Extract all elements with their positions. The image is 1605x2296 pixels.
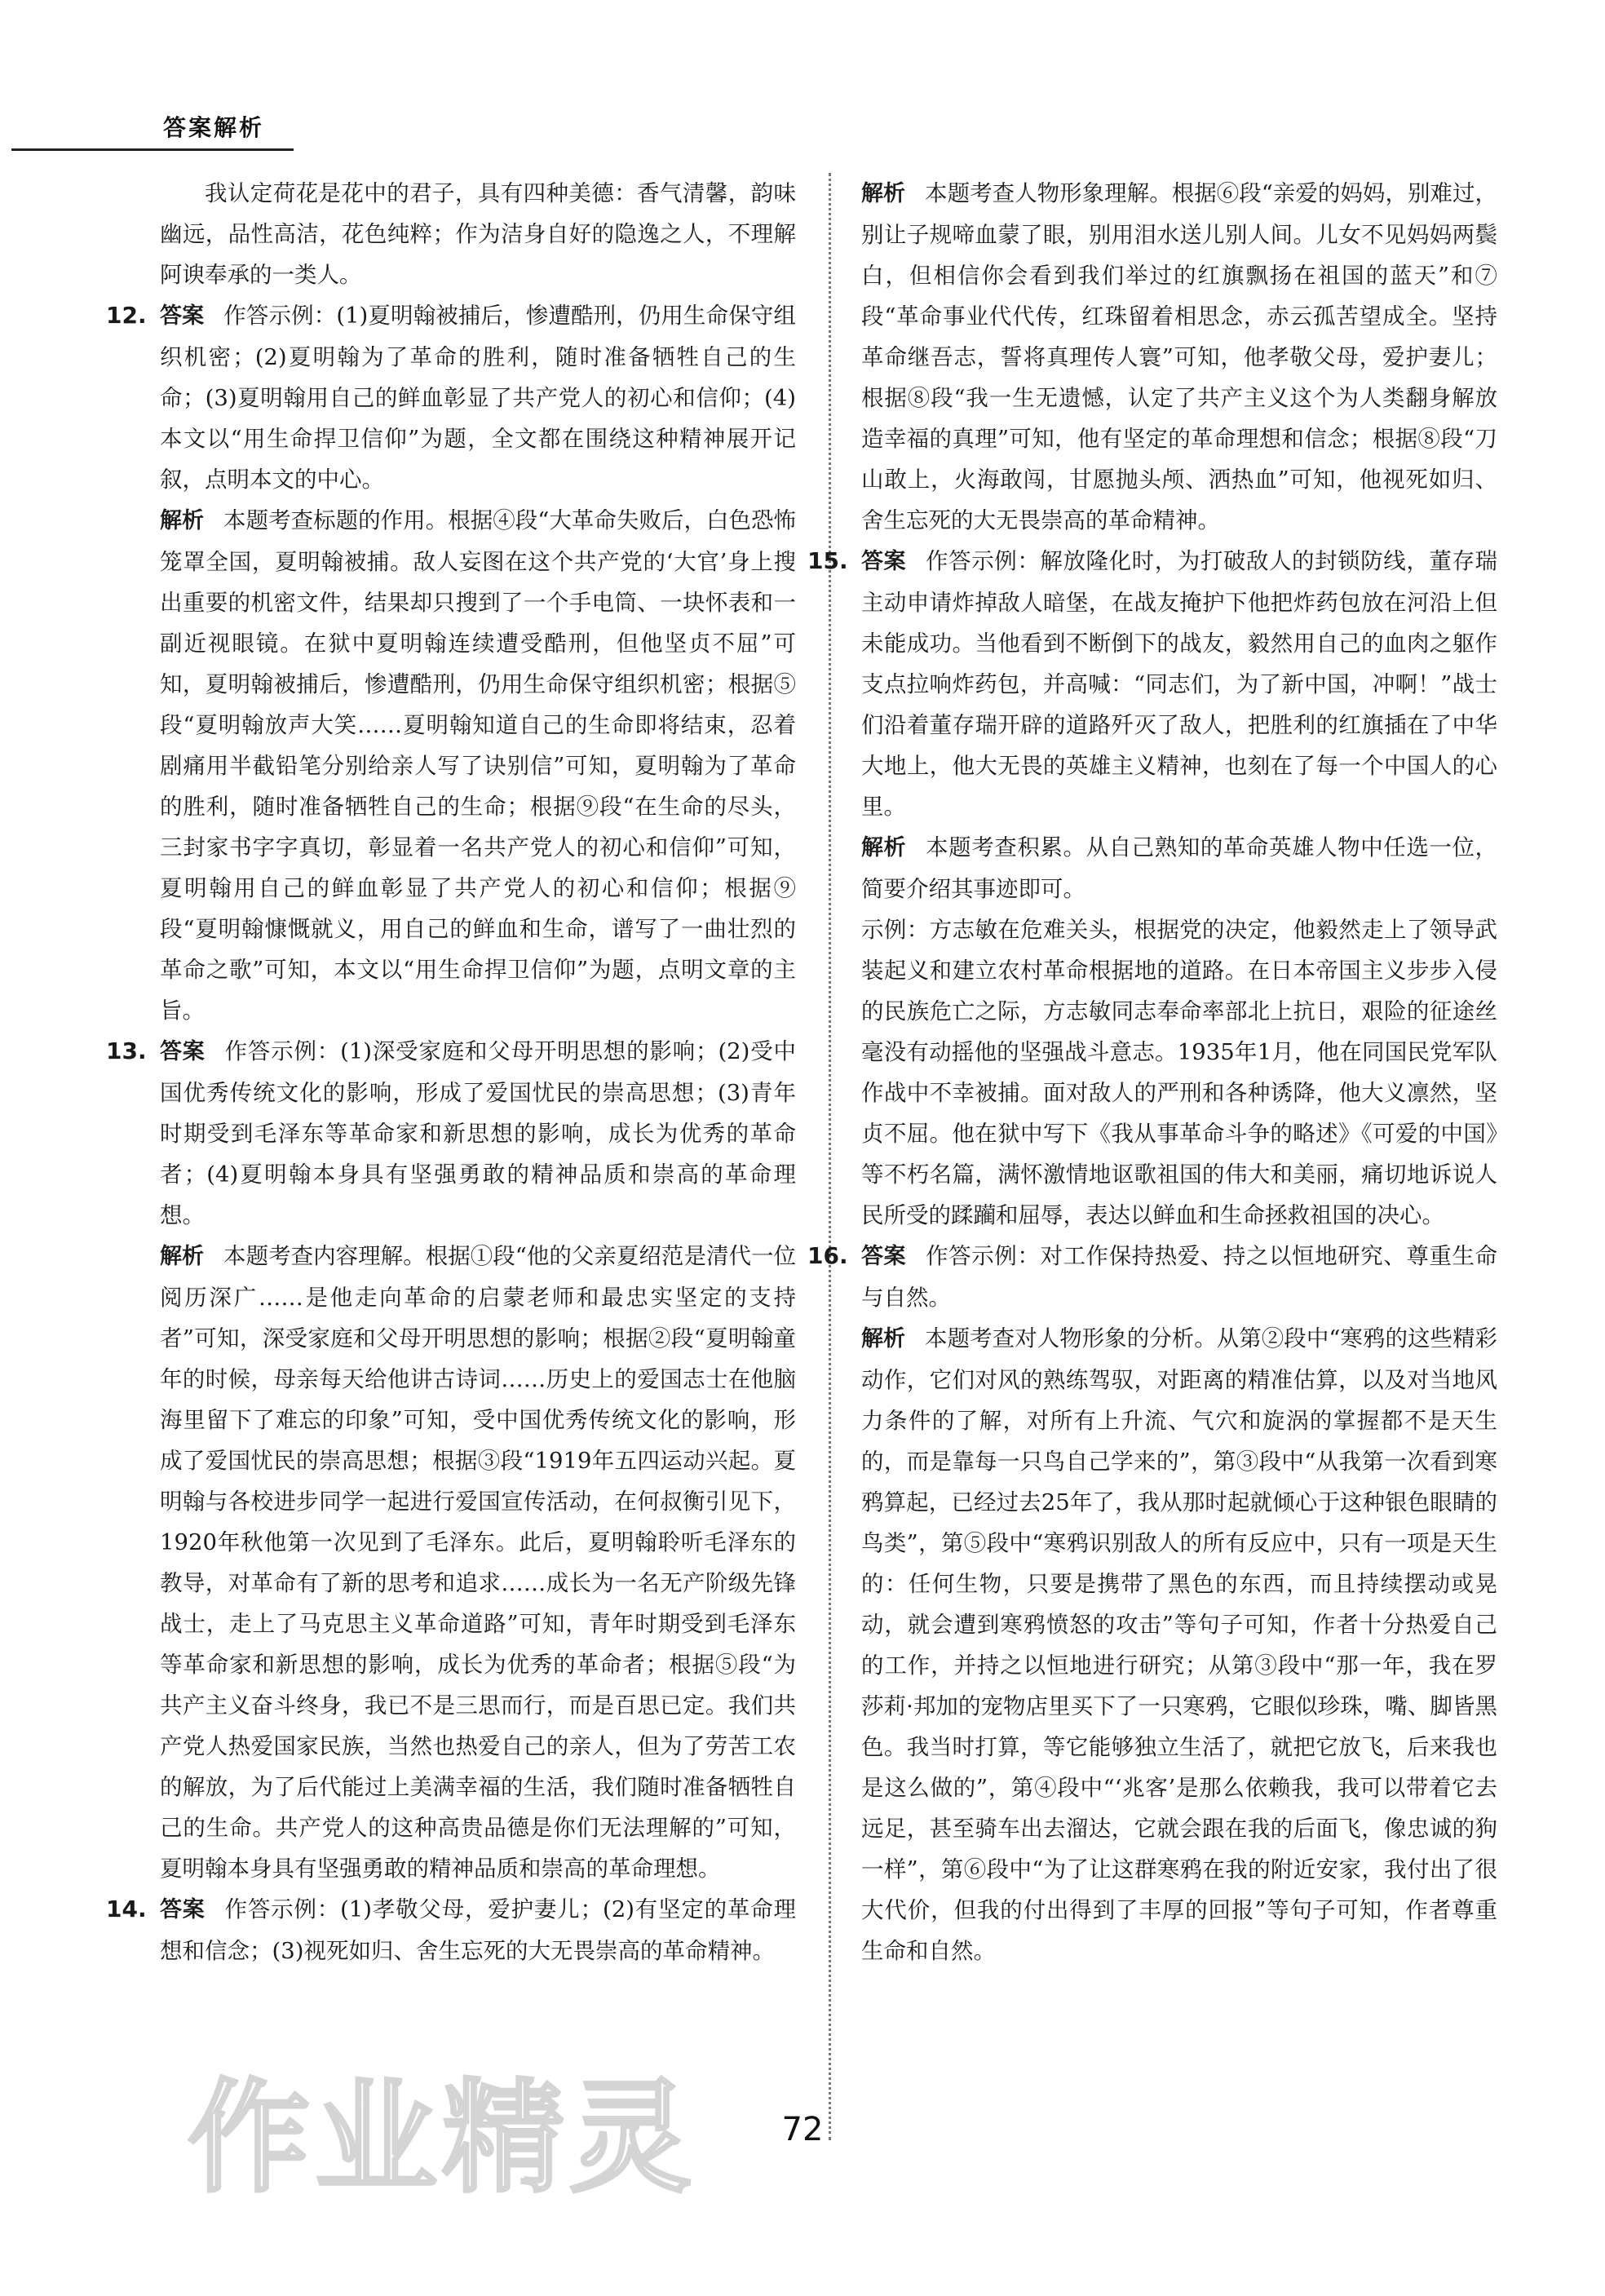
analysis-tag: 解析 xyxy=(160,1244,205,1269)
analysis-paragraph xyxy=(160,500,796,1031)
question-number: 15. xyxy=(807,547,848,574)
intro-paragraph: 我认定荷花是花中的君子，具有四种美德：香气清馨，韵味幽远，品性高洁，花色纯粹；作为洁身自好的隐逸之人，不理解阿谀奉承的一类人。 xyxy=(160,180,796,288)
question-16 xyxy=(807,1236,1498,1971)
analysis-paragraph xyxy=(861,827,1497,909)
q14-analysis-paragraph xyxy=(861,173,1497,541)
answer-text: 作答示例：解放隆化时，为打破敌人的封锁防线，董存瑞主动申请炸掉敌人暗堡，在战友掩护下他把炸药包放在河沿上但未能成功。当他看到不断倒下的战友，毅然用自己的血肉之躯作支点拉响炸药包，并高喊：“同志们，为了新中国，冲啊！”战士们沿着董存瑞开辟的道路歼灭了敌人，把胜利的红旗插在了中华大地上，他大无畏的英雄主义精神，也刻在了每一个中国人的心里。 xyxy=(861,548,1498,820)
question-14 xyxy=(106,1889,797,1971)
header-title: 答案解析 xyxy=(163,114,265,141)
right-column xyxy=(807,173,1498,1971)
answer-paragraph xyxy=(861,1236,1497,1318)
answer-tag: 答案 xyxy=(861,549,907,574)
analysis-tag: 解析 xyxy=(861,835,907,860)
analysis-tag: 解析 xyxy=(861,181,906,206)
answer-paragraph xyxy=(160,1889,796,1971)
analysis-text: 本题考查对人物形象的分析。从第②段中“寒鸦的这些精彩动作，它们对风的熟练驾驭，对距离的精准估算，以及对当地风力条件的了解，对所有上升流、气穴和旋涡的掌握都不是天生的，而是靠每一只鸟自己学来的”，第③段中“从我第一次看到寒鸦算起，已经过去25年了，我从那时起就倾心于这种银色眼睛的鸟类”，第⑤段中“寒鸦识别敌人的所有反应中，只有一项是天生的：任何生物，只要是携带了黑色的东西，而且持续摆动或晃动，就会遭到寒鸦愤怒的攻击”等句子可知，作者十分热爱自己的工作，并持之以恒地进行研究；从第③段中“那一年，我在罗莎莉·邦加的宠物店里买下了一只寒鸦，它眼似珍珠，嘴、脚皆黑色。我当时打算，等它能够独立生活了，就把它放飞，后来我也是这么做的”，第④段中“‘兆客’是那么依赖我，我可以带着它去远足，甚至骑车出去溜达，它就会跟在我的后面飞，像忠诚的狗一样”，第⑥段中“为了让这群寒鸦在我的附近安家，我付出了很大代价，但我的付出得到了丰厚的回报”等句子可知，作者尊重生命和自然。 xyxy=(861,1325,1498,1964)
page-header xyxy=(11,0,294,151)
analysis-tag: 解析 xyxy=(861,1326,906,1351)
question-number: 16. xyxy=(807,1242,848,1269)
answer-text: 作答示例：(1)夏明翰被捕后，惨遭酷刑，仍用生命保守组织机密；(2)夏明翰为了革命的胜利，随时准备牺牲自己的生命；(3)夏明翰用自己的鲜血彰显了共产党人的初心和信仰；(4)本文以“用生命捍卫信仰”为题，全文都在围绕这种精神展开记叙，点明本文的中心。 xyxy=(160,303,796,493)
answer-paragraph xyxy=(861,541,1497,827)
example-paragraph: 示例：方志敏在危难关头，根据党的决定，他毅然走上了领导武装起义和建立农村革命根据地的道路。在日本帝国主义步步入侵的民族危亡之际，方志敏同志奉命率部北上抗日，艰险的征途丝毫没有动摇他的坚强战斗意志。1935年1月，他在同国民党军队作战中不幸被捕。面对敌人的严刑和各种诱降，他大义凛然，坚贞不屈。他在狱中写下《我从事革命斗争的略述》《可爱的中国》等不朽名篇，满怀激情地讴歌祖国的伟大和美丽，痛切地诉说人民所受的蹂躏和屈辱，表达以鲜血和生命拯救祖国的决心。 xyxy=(861,917,1497,1228)
analysis-paragraph xyxy=(861,1318,1497,1971)
answer-tag: 答案 xyxy=(160,1039,206,1064)
analysis-text: 本题考查内容理解。根据①段“他的父亲夏绍范是清代一位阅历深广……是他走向革命的启蒙老师和最忠实坚定的支持者”可知，深受家庭和父母开明思想的影响；根据②段“夏明翰童年的时候，母亲每天给他讲古诗词……历史上的爱国志士在他脑海里留下了难忘的印象”可知，受中国优秀传统文化的影响，形成了爱国忧民的崇高思想；根据③段“1919年五四运动兴起。夏明翰与各校进步同学一起进行爱国宣传活动，在何叔衡引见下，1920年秋他第一次见到了毛泽东。此后，夏明翰聆听毛泽东的教导，对革命有了新的思考和追求……成长为一名无产阶级先锋战士，走上了马克思主义革命道路”可知，青年时期受到毛泽东等革命家和新思想的影响，成长为优秀的革命者；根据⑤段“为共产主义奋斗终身，我已不是三思而行，而是百思已定。我们共产党人热爱国家民族，当然也热爱自己的亲人，但为了劳苦工农的解放，为了后代能过上美满幸福的生活，我们随时准备牺牲自己的生命。共产党人的这种高贵品德是你们无法理解的”可知，夏明翰本身具有坚强勇敢的精神品质和崇高的革命理想。 xyxy=(160,1243,797,1882)
answer-tag: 答案 xyxy=(160,303,205,329)
answer-tag: 答案 xyxy=(160,1897,206,1922)
analysis-paragraph xyxy=(160,1236,796,1889)
analysis-text: 本题考查标题的作用。根据④段“大革命失败后，白色恐怖笼罩全国，夏明翰被捕。敌人妄图在这个共产党的‘大官’身上搜出重要的机密文件，结果却只搜到了一个手电筒、一块怀表和一副近视眼镜。在狱中夏明翰连续遭受酷刑，但他坚贞不屈”可知，夏明翰被捕后，惨遭酷刑，仍用生命保守组织机密；根据⑤段“夏明翰放声大笑……夏明翰知道自己的生命即将结束，忍着剧痛用半截铅笔分别给亲人写了诀别信”可知，夏明翰为了革命的胜利，随时准备牺牲自己的生命；根据⑨段“在生命的尽头，三封家书字字真切，彰显着一名共产党人的初心和信仰”可知，夏明翰用自己的鲜血彰显了共产党人的初心和信仰；根据⑨段“夏明翰慷慨就义，用自己的鲜血和生命，谱写了一曲壮烈的革命之歌”可知，本文以“用生命捍卫信仰”为题，点明文章的主旨。 xyxy=(160,507,797,1024)
analysis-text: 本题考查积累。从自己熟知的革命英雄人物中任选一位，简要介绍其事迹即可。 xyxy=(861,834,1498,902)
question-number: 13. xyxy=(106,1037,147,1064)
question-15 xyxy=(807,541,1498,1236)
answer-paragraph xyxy=(160,295,796,500)
question-number: 14. xyxy=(106,1896,147,1922)
question-number: 12. xyxy=(106,302,147,329)
answer-paragraph xyxy=(160,1031,796,1236)
analysis-text: 本题考查人物形象理解。根据⑥段“亲爱的妈妈，别难过，别让子规啼血蒙了眼，别用泪水送儿别人间。儿女不见妈妈两鬓白，但相信你会看到我们举过的红旗飘扬在祖国的蓝天”和⑦段“革命事业代代传，红珠留着相思念，赤云孤苦望成全。坚持革命继吾志，誓将真理传人寰”可知，他孝敬父母，爱护妻儿；根据⑧段“我一生无遗憾，认定了共产主义这个为人类翻身解放造幸福的真理”可知，他有坚定的革命理想和信念；根据⑧段“刀山敢上，火海敢闯，甘愿抛头颅、洒热血”可知，他视死如归、舍生忘死的大无畏崇高的革命精神。 xyxy=(861,180,1498,533)
answer-text: 作答示例：(1)深受家庭和父母开明思想的影响；(2)受中国优秀传统文化的影响，形成了爱国忧民的崇高思想；(3)青年时期受到毛泽东等革命家和新思想的影响，成长为优秀的革命者；(4)夏明翰本身具有坚强勇敢的精神品质和崇高的革命理想。 xyxy=(160,1038,797,1228)
left-column xyxy=(106,173,797,1971)
answer-text: 作答示例：(1)孝敬父母，爱护妻儿；(2)有坚定的革命理想和信念；(3)视死如归、舍生忘死的大无畏崇高的革命精神。 xyxy=(160,1896,797,1964)
column-divider xyxy=(829,173,831,2140)
analysis-tag: 解析 xyxy=(160,508,205,533)
answer-text: 作答示例：对工作保持热爱、持之以恒地研究、尊重生命与自然。 xyxy=(861,1243,1498,1311)
page-number: 72 xyxy=(781,2111,824,2148)
answer-tag: 答案 xyxy=(861,1244,907,1269)
question-13 xyxy=(106,1031,797,1889)
watermark: 作业精灵 xyxy=(188,2068,697,2210)
question-12 xyxy=(106,295,797,1031)
